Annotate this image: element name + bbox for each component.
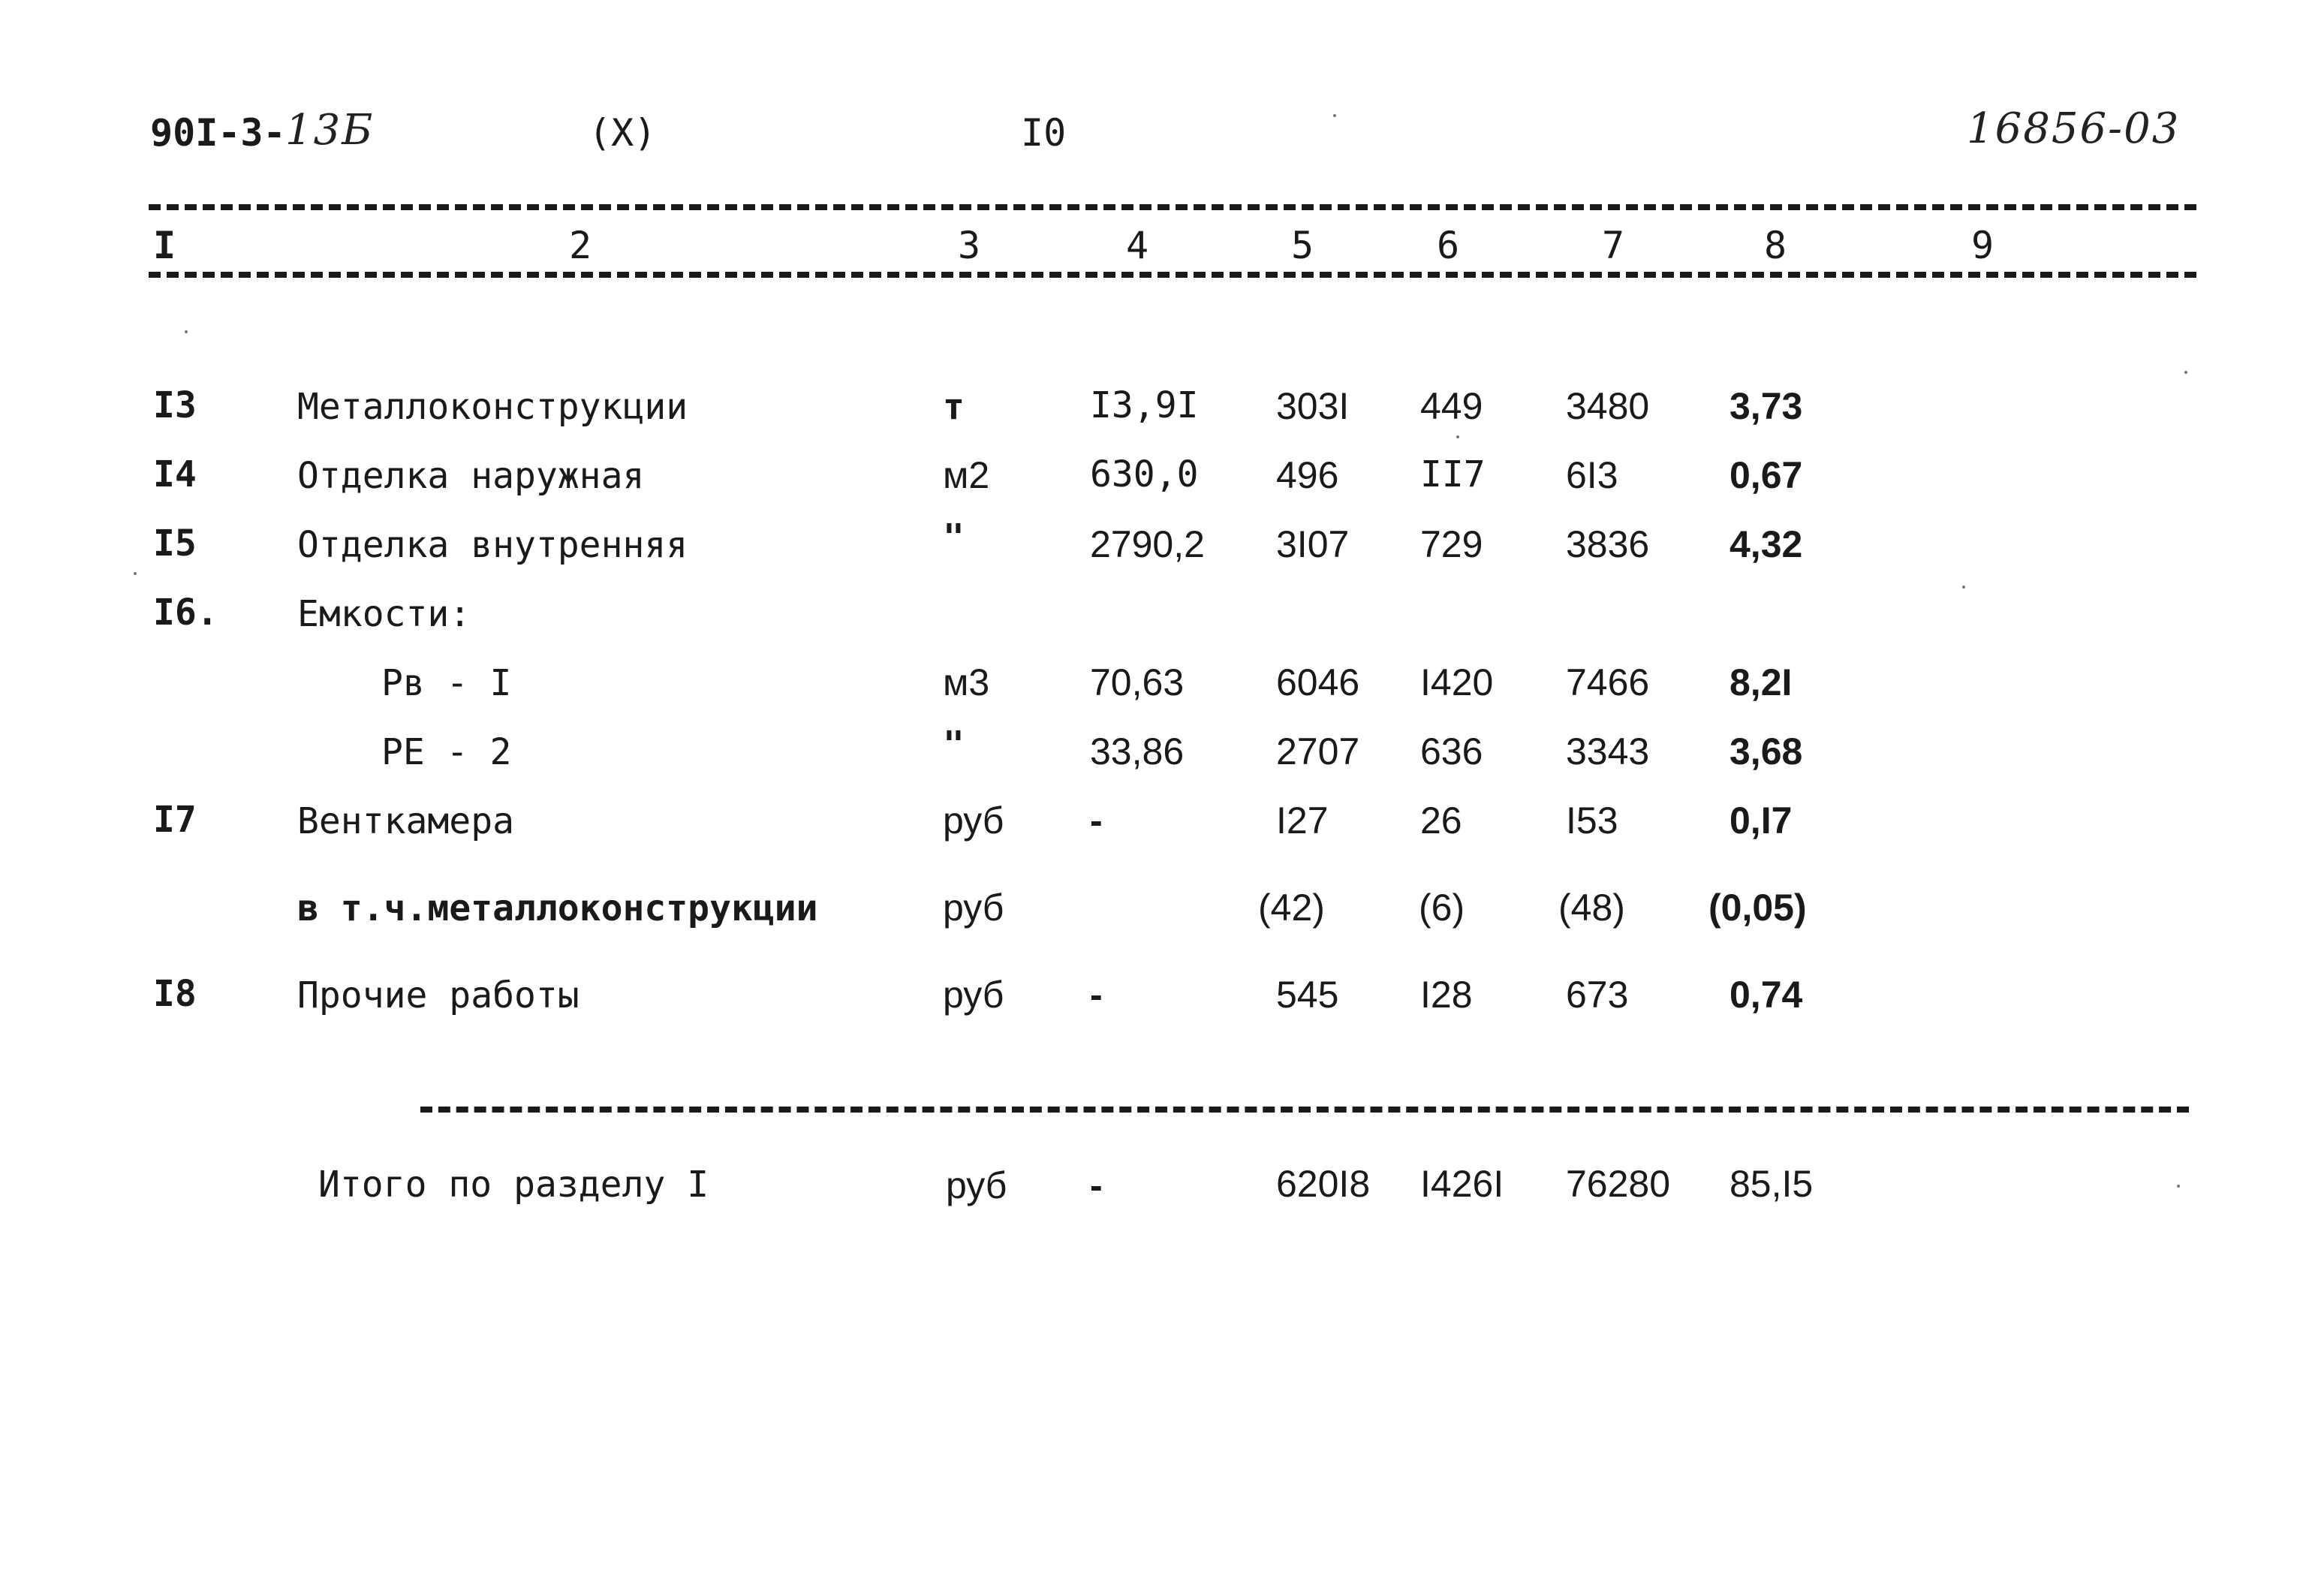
row-col7: 3836: [1566, 523, 1650, 565]
total-col6: I426I: [1420, 1163, 1504, 1205]
row-col6: II7: [1420, 453, 1486, 495]
row-col8: (0,05): [1708, 887, 1807, 929]
scan-speck: [134, 572, 137, 575]
row-col5: 496: [1276, 454, 1339, 496]
total-qty: -: [1090, 1164, 1103, 1206]
row-col5: 2707: [1276, 730, 1360, 772]
col-number-8: 8: [1764, 224, 1787, 267]
col-number-3: 3: [958, 224, 981, 267]
row-qty: -: [1090, 800, 1103, 842]
scan-speck: [2184, 371, 2187, 374]
row-name: Металлоконструкции: [297, 386, 688, 428]
row-unit: ": [943, 516, 965, 559]
row-col5: I27: [1276, 800, 1329, 842]
row-qty: 33,86: [1090, 730, 1185, 772]
archive-number: 16856-03: [1967, 104, 2181, 153]
col-number-5: 5: [1291, 224, 1314, 267]
row-col7: 6I3: [1566, 454, 1618, 496]
header-rule-top: [149, 204, 2196, 210]
total-col8: 85,I5: [1730, 1163, 1814, 1205]
row-col7: (48): [1558, 887, 1625, 929]
row-unit: руб: [943, 974, 1004, 1016]
row-col8: 4,32: [1730, 523, 1803, 565]
row-name: Емкости:: [297, 593, 471, 635]
row-qty: I3,9I: [1090, 384, 1199, 426]
row-number: I6.: [153, 592, 218, 634]
total-label: Итого по разделу I: [318, 1164, 709, 1206]
total-unit: руб: [946, 1164, 1007, 1206]
sheet-mark: (X): [589, 111, 657, 155]
row-col8: 0,67: [1730, 454, 1803, 496]
row-col7: 3343: [1566, 730, 1650, 772]
col-number-9: 9: [1971, 224, 1994, 267]
row-col8: 0,I7: [1730, 800, 1793, 842]
row-col8: 8,2I: [1730, 661, 1793, 703]
row-col6: I420: [1420, 661, 1494, 703]
doc-code: 90I-3-: [150, 111, 286, 155]
row-qty: 630,0: [1090, 453, 1199, 495]
row-qty: -: [1090, 974, 1103, 1016]
row-number: I7: [153, 799, 197, 841]
total-col5: 620I8: [1276, 1163, 1371, 1205]
row-qty: 70,63: [1090, 661, 1185, 703]
row-unit: руб: [943, 800, 1004, 842]
header-rule-bottom: [149, 272, 2196, 278]
row-col8: 3,68: [1730, 730, 1803, 772]
row-col7: 7466: [1566, 661, 1650, 703]
row-unit: ": [943, 724, 965, 766]
row-name: Рв - I: [381, 662, 512, 704]
row-col8: 0,74: [1730, 974, 1803, 1016]
row-name: Прочие работы: [297, 974, 580, 1016]
row-unit: м2: [943, 454, 990, 496]
col-number-6: 6: [1437, 224, 1460, 267]
row-col5: 6046: [1276, 661, 1360, 703]
row-name: Отделка наружная: [297, 455, 645, 497]
row-col5: 303I: [1276, 385, 1350, 427]
row-number: I4: [153, 453, 197, 495]
row-number: I8: [153, 973, 197, 1015]
row-col6: 26: [1420, 800, 1462, 842]
row-col6: I28: [1420, 974, 1473, 1016]
total-col7: 76280: [1566, 1163, 1671, 1205]
scan-speck: [1962, 586, 1965, 589]
col-number-7: 7: [1602, 224, 1625, 267]
total-rule: [420, 1107, 2189, 1113]
row-col5: (42): [1258, 887, 1325, 929]
row-number: I3: [153, 384, 197, 426]
col-number-4: 4: [1126, 224, 1149, 267]
row-unit: т: [943, 386, 965, 428]
row-col5: 545: [1276, 974, 1339, 1016]
row-col5: 3I07: [1276, 523, 1350, 565]
row-col6: 449: [1420, 385, 1483, 427]
col-number-1: I: [153, 224, 176, 267]
row-qty: 2790,2: [1090, 523, 1205, 565]
doc-code-handwritten: 13Б: [285, 106, 375, 155]
row-col6: (6): [1419, 887, 1465, 929]
row-name: РЕ - 2: [381, 731, 512, 773]
row-unit: м3: [943, 661, 990, 703]
row-col8: 3,73: [1730, 385, 1803, 427]
scan-speck: [1333, 114, 1336, 117]
scan-speck: [2177, 1185, 2180, 1188]
row-name: в т.ч.металлоконструкции: [297, 887, 818, 929]
row-unit: руб: [943, 887, 1004, 929]
row-name: Отделка внутренняя: [297, 524, 688, 566]
row-col7: 673: [1566, 974, 1629, 1016]
page-number: I0: [1021, 111, 1067, 155]
row-number: I5: [153, 522, 197, 565]
row-col6: 729: [1420, 523, 1483, 565]
row-col7: 3480: [1566, 385, 1650, 427]
scan-speck: [1456, 435, 1459, 438]
row-col6: 636: [1420, 730, 1483, 772]
col-number-2: 2: [569, 224, 592, 267]
scan-speck: [185, 330, 188, 333]
row-name: Венткамера: [297, 800, 514, 842]
row-col7: I53: [1566, 800, 1618, 842]
